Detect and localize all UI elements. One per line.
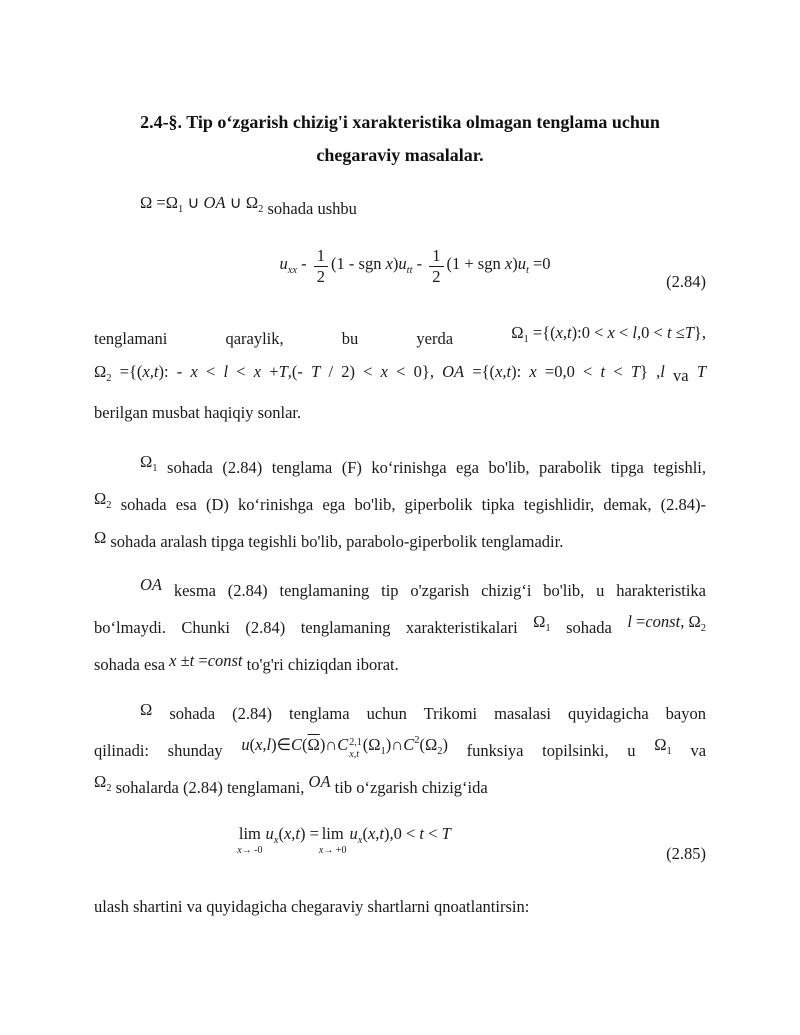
line-text: tib o‘zgarish chizig‘ida — [334, 778, 488, 798]
equation-2-85 — [94, 820, 706, 872]
word: qaraylik, — [225, 329, 284, 349]
omega2-oa-definition-math: $\Omega_2 =\{(x,t)$: - x < l < x +T,(- T / 2) < x < 0}, OA ={(x,t): x =0,0 < t < T} ,l — [94, 362, 665, 385]
eq284-mid-math: (1 - sgn $x)u_{tt}$ - — [331, 254, 427, 276]
typeline-line-3 — [94, 646, 706, 683]
word: sohada — [566, 618, 612, 638]
fraction-one-half-2: $\frac{1}{2}$ — [429, 247, 443, 286]
eq284-lead-math: $u_{xx}$ - — [279, 254, 311, 276]
equation-2-84-body — [279, 246, 551, 287]
line-text: qilinadi: shunday — [94, 741, 223, 761]
line-text: sohada (2.84) tenglama (F) ko‘rinishga ega bo'lib, parabolik tipga tegishli, — [167, 458, 706, 478]
omega1-math: $\Omega_1$ — [140, 452, 158, 475]
equation-number-285: (2.85) — [666, 843, 706, 863]
omega1-definition-math: $\Omega_1$ ={(x,t):0 < x < l,0 < t ≤T}, — [511, 323, 706, 346]
limit-left — [237, 826, 262, 856]
word: yerda — [416, 329, 454, 349]
word: tenglamani — [94, 329, 168, 349]
intro-paragraph — [94, 190, 706, 227]
l-const-math: l =const, $\Omega_2$ — [627, 612, 706, 635]
omega-math: Ω — [94, 528, 107, 548]
trikomi-line-1 — [94, 695, 706, 732]
omega2-math: $\Omega_2$ — [94, 772, 112, 795]
paragraph-domain-definitions — [94, 320, 706, 431]
function-class-left: $u(x,l)\in C(\overline{\Omega})\cap C$ — [241, 735, 349, 755]
oa-math: OA — [308, 772, 331, 792]
word: xarakteristikalari — [405, 618, 518, 638]
omega-math: Ω — [140, 700, 153, 720]
paragraph-equation-types — [94, 449, 706, 560]
types-line-1 — [94, 449, 706, 486]
eq285-mid-math: $u_x(x,t)$ = — [265, 824, 319, 847]
line-text: sohada esa (D) ko‘rinishga ega bo'lib, giperbolik tipka tegishlidir, demak, (2.84)- — [120, 495, 707, 515]
word: va — [673, 366, 689, 386]
paragraph-type-change-line — [94, 572, 706, 683]
trikomi-line-2 — [94, 732, 706, 769]
function-class-right: $(\Omega_1)\cap C^2(\Omega_2)$ — [362, 735, 448, 758]
equation-2-84 — [94, 243, 706, 300]
oa-segment-math: OA — [140, 575, 162, 595]
line-text: sohada esa — [94, 655, 166, 675]
eq284-tail-math: (1 + sgn $x)u_t =0$ — [446, 254, 551, 276]
typeline-line-1 — [94, 572, 706, 609]
omega1-math: $\Omega_1$ — [533, 612, 551, 635]
limit-right — [319, 826, 347, 856]
word: tenglamaning — [300, 618, 391, 638]
types-line-2 — [94, 486, 706, 523]
typeline-line-2 — [94, 609, 706, 646]
line-text: kesma (2.84) tenglamaning tip o'zgarish chizig‘i bo'lib, u harakteristika — [173, 581, 706, 601]
line-text: to'g'ri chiziqdan iborat. — [246, 655, 399, 675]
section-title-line1: 2.4-§. Tip o‘zgarish chizig'i xarakteristika olmagan tenglama uchun — [140, 112, 660, 132]
intro-text: sohada ushbu — [267, 199, 357, 218]
equation-2-85-body — [237, 824, 451, 856]
fraction-one-half-1: $\frac{1}{2}$ — [314, 247, 328, 286]
types-line-3 — [94, 523, 706, 560]
lim-subscript: x→ -0 — [237, 844, 263, 856]
line-text: sohalarda (2.84) tenglamani, — [115, 778, 305, 798]
equation-number-284: (2.84) — [666, 272, 706, 292]
domains-line-1 — [94, 320, 706, 357]
paragraph-trikomi-problem — [94, 695, 706, 806]
c-space-superscript: 2,1 — [349, 737, 362, 749]
section-title — [94, 106, 706, 172]
lim-subscript: x→ +0 — [318, 844, 347, 856]
c-space-subscript: x,t — [349, 749, 359, 761]
word: bo‘lmaydi. — [94, 618, 166, 638]
omega2-math: $\Omega_2$ — [94, 489, 112, 512]
t-constant-math: T — [696, 362, 706, 382]
eq285-tail-math: $u_x(x,t),0 < t < T$ — [349, 824, 451, 847]
lim-label: lim — [238, 824, 261, 844]
line-text: sohada (2.84) tenglama uchun Trikomi masalasi quyidagicha bayon — [169, 704, 706, 724]
domains-line-2 — [94, 357, 706, 394]
section-title-line2: chegaraviy masalalar. — [316, 145, 484, 165]
omega1-math: $\Omega_1$ — [654, 735, 672, 758]
line-text: va — [690, 741, 707, 761]
line-text: sohada aralash tipga tegishli bo'lib, parabolo-giperbolik tenglamadir. — [110, 532, 564, 552]
word: Chunki — [181, 618, 230, 638]
line-text: funksiya topilsinki, u — [466, 741, 636, 761]
function-class-math — [241, 735, 448, 761]
lim-label: lim — [321, 824, 344, 844]
x-pm-t-const-math: x ±t =const — [169, 651, 243, 671]
word: bu — [341, 329, 359, 349]
word: (2.84) — [245, 618, 286, 638]
domain-union-math: $\Omega =\Omega_1$ ∪ OA ∪ $\Omega_2$ — [140, 193, 264, 215]
closing-line: ulash shartini va quyidagicha chegaraviy shartlarni qnoatlantirsin: — [94, 896, 530, 916]
c-space-sup-sub — [349, 737, 362, 761]
domains-line-3: berilgan musbat haqiqiy sonlar. — [94, 403, 302, 423]
trikomi-line-3 — [94, 769, 706, 806]
